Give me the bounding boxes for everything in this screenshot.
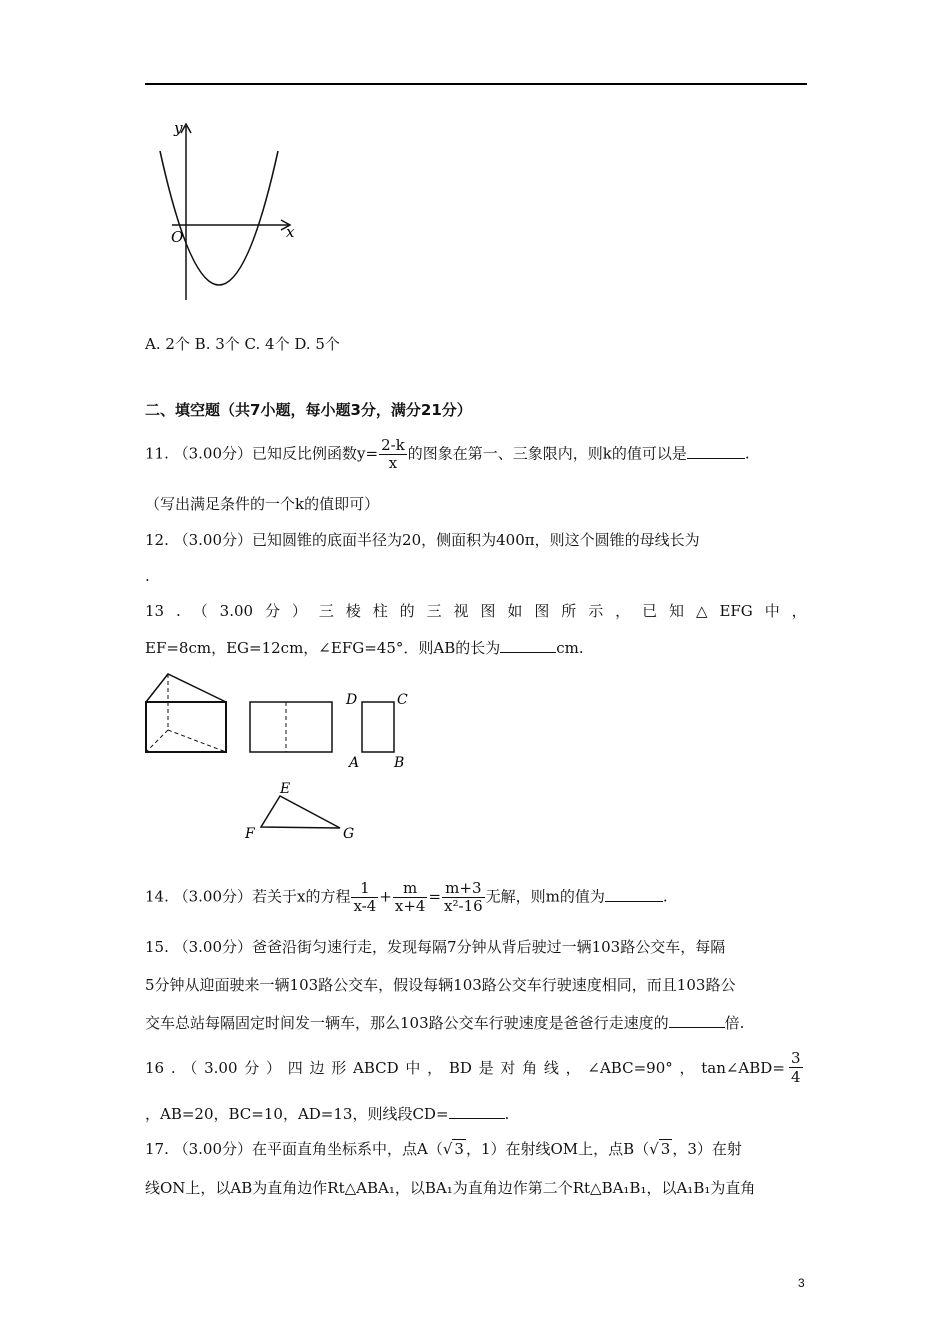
parabola-curve	[160, 151, 278, 285]
q13-part: EFG	[719, 602, 753, 620]
q16-part: 中	[405, 1059, 421, 1077]
q14-f2-den: x+4	[394, 897, 426, 915]
q13-part: ，	[615, 602, 631, 620]
q16-part: ）	[265, 1059, 281, 1077]
q14-equals: =	[428, 887, 442, 906]
q11-prefix: 11. （3.00分）已知反比例函数y=	[145, 444, 379, 463]
q10-options: A. 2个 B. 3个 C. 4个 D. 5个	[145, 335, 340, 353]
q13-line2-prefix: EF=8cm，EG=12cm，∠EFG=45°．则AB的长为	[145, 639, 501, 657]
label-D: D	[346, 692, 358, 708]
q13-part: 棱	[345, 602, 361, 620]
q13-part: 三	[318, 602, 334, 620]
q13-answer-blank	[500, 638, 556, 653]
q11-fraction	[379, 437, 407, 472]
parabola-figure	[150, 118, 310, 303]
prism-hidden-left	[146, 730, 168, 752]
label-A: A	[349, 755, 360, 771]
q13-part: .	[176, 602, 181, 620]
q16-answer-blank	[449, 1104, 505, 1119]
q16-part: .	[170, 1059, 176, 1077]
q13-part: 13	[145, 602, 165, 620]
q17-part-a: 17. （3.00分）在平面直角坐标系中，点A（	[145, 1140, 443, 1158]
q17-sqrt2-value: 3	[660, 1140, 671, 1158]
page-number: 3	[798, 1276, 805, 1290]
q11-frac-num: 2-k	[381, 436, 405, 454]
q16-frac-den: 4	[791, 1068, 801, 1086]
q13-part: 的	[399, 602, 415, 620]
q14-fraction-1	[351, 880, 378, 915]
q13-part: 分	[264, 602, 280, 620]
q12-end: .	[145, 567, 150, 585]
q14-line	[145, 880, 668, 915]
q16-part: 对	[500, 1059, 516, 1077]
q17-sqrt-1: √ 3	[442, 1140, 464, 1158]
q11-note: （写出满足条件的一个k的值即可）	[145, 495, 380, 513]
q16-part: BD	[448, 1059, 472, 1077]
q16-part: 3.00	[204, 1059, 238, 1077]
q16-line2	[145, 1104, 509, 1124]
q13-part: （	[192, 602, 208, 620]
q12-line1: 12. （3.00分）已知圆锥的底面半径为20，侧面积为400π，则这个圆锥的母线长为	[145, 531, 700, 549]
prism-front-face	[146, 702, 226, 752]
y-axis-label: y	[174, 119, 183, 137]
q17-sqrt-2: √ 3	[649, 1140, 671, 1158]
section-heading: 二、填空题（共7小题，每小题3分，满分21分）	[145, 401, 472, 419]
q13-part: 知	[669, 602, 685, 620]
front-view-rect	[250, 702, 332, 752]
q15-line3	[145, 1013, 744, 1033]
q14-suffix: 无解，则m的值为	[485, 887, 605, 906]
q13-line2	[145, 638, 584, 658]
q15-line3-suffix: 倍.	[724, 1014, 745, 1032]
q13-line2-suffix: cm.	[556, 639, 584, 657]
triangle-EFG	[261, 796, 340, 828]
q16-line2-suffix: .	[504, 1105, 510, 1123]
label-C: C	[397, 692, 408, 708]
q17-part-b: ，1）在射线OM上，点B（	[465, 1140, 650, 1158]
q13-part: 已	[642, 602, 658, 620]
q11-end: .	[744, 444, 750, 463]
q16-part: ，	[679, 1059, 695, 1077]
header-rule	[145, 83, 807, 85]
label-G: G	[343, 826, 355, 842]
q16-part: （	[182, 1059, 198, 1077]
q13-part: 3.00	[219, 602, 254, 620]
q16-part: 线	[543, 1059, 559, 1077]
q13-part: 如	[507, 602, 523, 620]
label-E: E	[280, 781, 291, 797]
q14-f2-num: m	[393, 880, 428, 898]
q14-answer-blank	[605, 887, 663, 902]
q16-frac-num: 3	[791, 1049, 801, 1067]
q13-line1	[145, 601, 807, 621]
q15-line3-prefix: 交车总站每隔固定时间发一辆车，那么103路公交车行驶速度是爸爸行走速度的	[145, 1014, 669, 1032]
q13-part: 示	[588, 602, 604, 620]
q11-answer-blank	[687, 444, 745, 459]
q16-part: 16	[145, 1059, 165, 1077]
q14-f3-num: m+3	[442, 880, 485, 898]
q14-fraction-2	[393, 880, 428, 915]
prism-three-view-figure	[140, 670, 420, 845]
q15-answer-blank	[669, 1013, 725, 1028]
q16-part: 边	[309, 1059, 325, 1077]
q16-part: 形	[331, 1059, 347, 1077]
q16-line2-prefix: ，AB=20，BC=10，AD=13，则线段CD=	[145, 1105, 449, 1123]
q17-line2: 线ON上，以AB为直角边作Rt△ABA₁，以BA₁为直角边作第二个Rt△BA₁B₁，以A₁B₁为直角	[145, 1179, 756, 1197]
prism-hidden-right	[168, 730, 226, 752]
q13-part: 三	[426, 602, 442, 620]
q14-end: .	[662, 887, 668, 906]
q13-part: △	[695, 602, 708, 620]
q16-part: 分	[244, 1059, 260, 1077]
q16-part: ABCD	[352, 1059, 399, 1077]
q14-fraction-3	[442, 880, 485, 915]
q11-frac-den: x	[388, 454, 398, 472]
q16-part: ，	[565, 1059, 581, 1077]
q14-f3-den: x²-16	[444, 897, 483, 915]
q13-part: 图	[480, 602, 496, 620]
q13-part: ）	[291, 602, 307, 620]
x-axis-label: x	[286, 223, 295, 241]
q13-part: 柱	[372, 602, 388, 620]
q14-f1-den: x-4	[353, 897, 377, 915]
q16-part: tan∠ABD=	[701, 1059, 785, 1077]
q15-line2: 5分钟从迎面驶来一辆103路公交车，假设每辆103路公交车行驶速度相同，而且103路公	[145, 976, 736, 994]
q11-line1	[145, 437, 750, 472]
q16-part: ，	[427, 1059, 443, 1077]
q13-part: 所	[561, 602, 577, 620]
q16-fraction	[788, 1049, 804, 1086]
label-B: B	[394, 755, 405, 771]
q14-plus: +	[379, 887, 392, 906]
prism-top-edges	[146, 674, 226, 702]
q11-suffix: 的图象在第一、三象限内，则k的值可以是	[407, 444, 687, 463]
q16-part: 是	[478, 1059, 494, 1077]
q17-sqrt1-value: 3	[454, 1140, 464, 1158]
q16-part: ∠ABC=90°	[587, 1059, 673, 1077]
q15-line1: 15. （3.00分）爸爸沿街匀速行走，发现每隔7分钟从背后驶过一辆103路公交车，每隔	[145, 938, 726, 956]
label-F: F	[245, 826, 255, 842]
q16-part: 角	[522, 1059, 538, 1077]
side-view-rect	[362, 702, 394, 752]
q13-part: 图	[534, 602, 550, 620]
origin-label: O	[171, 228, 184, 246]
q16-line1	[145, 1058, 785, 1078]
q17-part-c: ，3）在射	[672, 1140, 742, 1158]
q14-prefix: 14. （3.00分）若关于x的方程	[145, 887, 351, 906]
q13-part: 中	[764, 602, 780, 620]
q14-f1-num: 1	[351, 880, 378, 898]
q16-part: 四	[287, 1059, 303, 1077]
q13-part: 视	[453, 602, 469, 620]
q13-part: ，	[791, 602, 807, 620]
q17-line1	[145, 1139, 742, 1159]
